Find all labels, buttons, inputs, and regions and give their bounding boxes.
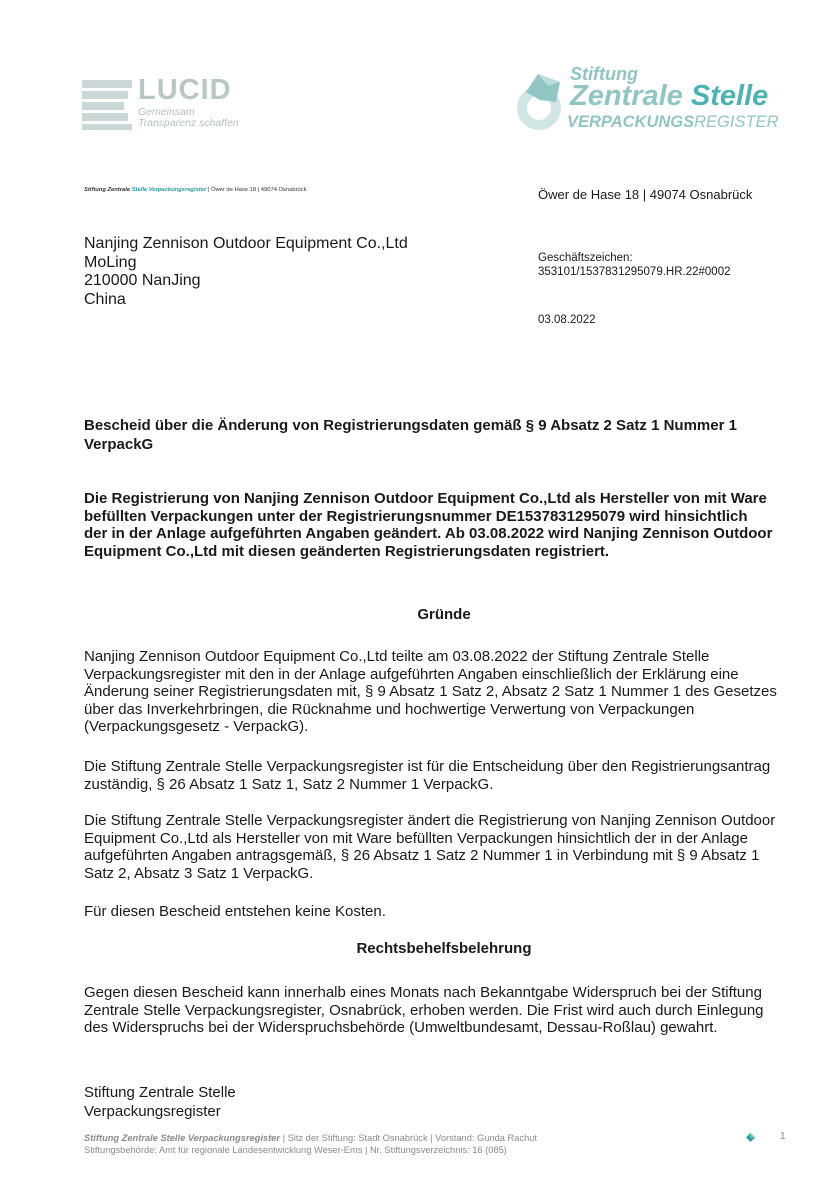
- page-number: 1: [780, 1131, 786, 1142]
- sender-address-right: Öwer de Hase 18 | 49074 Osnabrück: [538, 187, 753, 202]
- lucid-wordmark: LUCID: [138, 74, 232, 106]
- sender-org-1: Stiftung Zentrale: [84, 187, 131, 193]
- sender-address: | Öwer de Hase 18 | 49074 Osnabrück: [206, 187, 307, 193]
- decision-tenor: Die Registrierung von Nanjing Zennison Outdoor Equipment Co.,Ltd als Hersteller von mit Ware befüllten Verpackungen unter der Registrierungsnummer DE1537831295079 wird hinsichtlich der in der Anlage aufgeführten Angaben geändert. Ab 03.08.2022 wird Nanjing Zennison Outdoor Equipment Co.,Ltd mit diesen geänderten Registrierungsdaten registriert.: [84, 490, 773, 560]
- sender-line: [84, 187, 307, 193]
- gruende-title: Gründe: [417, 606, 471, 623]
- page-footer: [84, 1132, 537, 1156]
- reference-label: Geschäftszeichen:: [538, 252, 633, 264]
- zsvr-stelle: Stelle: [690, 80, 769, 112]
- zsvr-register: REGISTER: [694, 113, 779, 131]
- sender-org-2: Stelle Verpackungsregister: [131, 187, 207, 193]
- footer-line-1: [84, 1132, 537, 1144]
- rechtsbehelf-text: Gegen diesen Bescheid kann innerhalb eines Monats nach Bekanntgabe Widerspruch bei der Stiftung Zentrale Stelle Verpackungsregister, Osnabrück, erhoben werden. Die Frist wird auch durch Einlegung des Widerspruchs bei der Widerspruchsbehörde (Umweltbundesamt, Dessau-Roßlau) gewahrt.: [84, 984, 764, 1036]
- footer-line-2: Stiftungsbehörde: Amt für regionale Landesentwicklung Weser-Ems | Nr. Stiftungsverzeichnis: 16 (085): [84, 1145, 507, 1155]
- reference-value: 353101/1537831295079.HR.22#0002: [538, 266, 731, 278]
- footer-diamond-icon: [746, 1133, 755, 1142]
- lucid-logo: [82, 74, 272, 133]
- zsvr-zentrale: Zentrale: [570, 80, 683, 112]
- zsvr-logo: [510, 62, 800, 142]
- gruende-paragraph-1: Nanjing Zennison Outdoor Equipment Co.,Ltd teilte am 03.08.2022 der Stiftung Zentrale Stelle Verpackungsregister mit den in der Anlage aufgeführten Angaben einschließlich der Erklärung eine Änderung seiner Registrierungsdaten mit, § 9 Absatz 1 Satz 2, Absatz 2 Satz 1 Nummer 1 des Gesetzes über das Inverkehrbringen, die Rücknahme und hochwertige Verwertung von Verpackungen (Verpackungsgesetz - VerpackG).: [84, 648, 777, 735]
- signature-block: [84, 1083, 236, 1121]
- recipient-address: [84, 235, 408, 309]
- signature-line-2: Verpackungsregister: [84, 1103, 221, 1120]
- gruende-paragraph-2: Die Stiftung Zentrale Stelle Verpackungsregister ist für die Entscheidung über den Registrierungsantrag zuständig, § 26 Absatz 1 Satz 1, Satz 2 Nummer 1 VerpackG.: [84, 758, 771, 793]
- recipient-street: MoLing: [84, 253, 137, 271]
- reference: [538, 251, 731, 279]
- recipient-country: China: [84, 290, 126, 308]
- zsvr-verpackungsregister: [567, 113, 779, 132]
- letter-date: 03.08.2022: [538, 314, 596, 326]
- zsvr-zentrale-stelle: [570, 80, 768, 113]
- lucid-tagline-1: Gemeinsam: [138, 106, 195, 118]
- lucid-tagline-2: Transparenz schaffen: [138, 117, 239, 129]
- recipient-company: Nanjing Zennison Outdoor Equipment Co.,Ltd: [84, 235, 408, 252]
- footer-org: Stiftung Zentrale Stelle Verpackungsregister: [84, 1133, 280, 1143]
- gruende-paragraph-4: Für diesen Bescheid entstehen keine Kosten.: [84, 903, 386, 920]
- zsvr-mark-icon: [512, 72, 572, 132]
- zsvr-stiftung: Stiftung: [570, 64, 638, 84]
- rechtsbehelf-title: Rechtsbehelfsbelehrung: [356, 940, 532, 957]
- zsvr-verpackungs: VERPACKUNGS: [567, 113, 695, 131]
- signature-line-1: Stiftung Zentrale Stelle: [84, 1084, 236, 1101]
- lucid-stack-icon: [82, 80, 132, 130]
- gruende-paragraph-3: Die Stiftung Zentrale Stelle Verpackungsregister ändert die Registrierung von Nanjing Zennison Outdoor Equipment Co.,Ltd als Hersteller von mit Ware befüllten Verpackungen hinsichtlich der in der Anlage aufgeführten Angaben antragsgemäß, § 26 Absatz 1 Satz 2 Nummer 1 in Verbindung mit § 9 Absatz 1 Satz 2, Absatz 3 Satz 1 VerpackG.: [84, 812, 776, 882]
- recipient-city: 210000 NanJing: [84, 272, 201, 289]
- footer-line-1-rest: | Sitz der Stiftung: Stadt Osnabrück | Vorstand: Gunda Rachut: [279, 1133, 538, 1143]
- document-heading: Bescheid über die Änderung von Registrierungsdaten gemäß § 9 Absatz 2 Satz 1 Nummer 1 VerpackG: [84, 417, 737, 453]
